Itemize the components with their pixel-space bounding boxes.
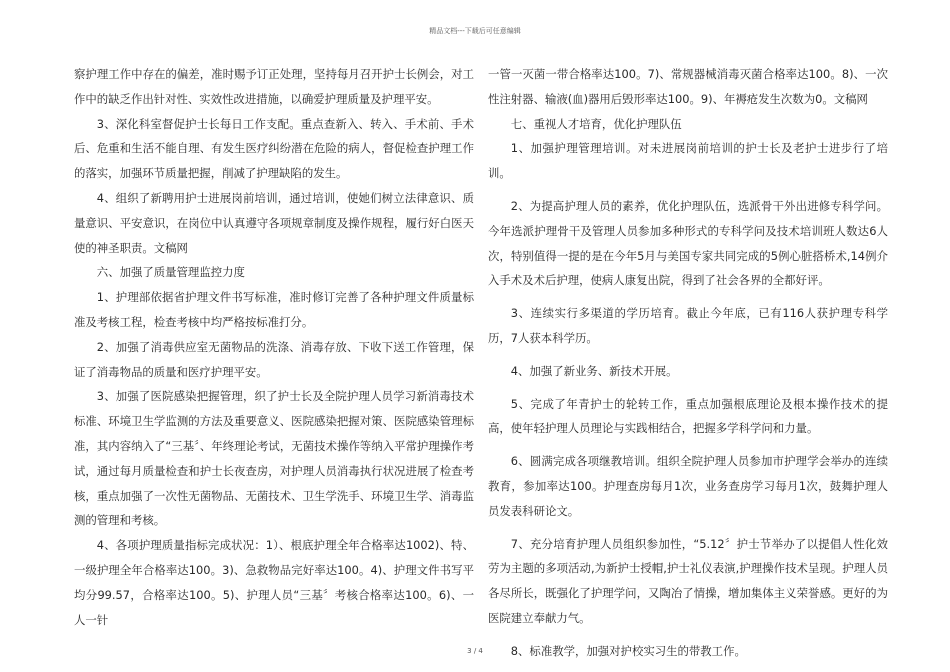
- right-column: [488, 62, 888, 664]
- paragraph: 2、加强了消毒供应室无菌物品的洗涤、消毒存放、下收下送工作管理，保证了消毒物品的质量和医疗护理平安。: [74, 339, 474, 379]
- paragraph: 3、深化科室督促护士长每日工作支配。重点查新入、转入、手术前、手术后、危重和生活不能自理、有发生医疗纠纷潜在危险的病人，督促检查护理工作的落实，加强环节质量把握，削减了护理缺陷的发生。: [74, 116, 474, 181]
- paragraph: 8、标准教学，加强对护校实习生的带教工作。: [510, 643, 746, 658]
- paragraph: 4、各项护理质量指标完成状况：1）、根底护理全年合格率达1002)、特、一级护理全年合格率达100。3)、急救物品完好率达100。4)、护理文件书写平均分99.57，合格率达100。5)、护理人员“三基〞考核合格率达100。6)、一人一针: [74, 538, 474, 627]
- page-header: 精品文档---下载后可任意编辑: [429, 27, 521, 35]
- paragraph: 3、连续实行多渠道的学历培育。截止今年底，已有116人获护理专科学历，7人获本科学历。: [488, 306, 888, 345]
- paragraph: 察护理工作中存在的偏差，准时赐予订正处理，坚持每月召开护士长例会，对工作中的缺乏作出针对性、实效性改进措施，以确爱护理质量及护理平安。: [74, 67, 474, 106]
- paragraph: 6、圆满完成各项继教培训。组织全院护理人员参加市护理学会举办的连续教育，参加率达100。护理查房每月1次，业务查房学习每月1次，鼓舞护理人员发表科研论文。: [488, 454, 888, 518]
- section-heading: 七、重视人才培育，优化护理队伍: [510, 116, 682, 131]
- page-number: 3 / 4: [467, 647, 483, 655]
- paragraph: 2、为提高护理人员的素养，优化护理队伍，选派骨干外出进修专科学问。今年选派护理骨干及管理人员参加多种形式的专科学问及技术培训班人数达6人次，特别值得一提的是在今年5月与美国专家共同完成的5例心脏搭桥术,14例介入手术及术后护理，使病人康复出院，得到了社会各界的全都好评。: [488, 198, 888, 288]
- paragraph: 4、组织了新聘用护士进展岗前培训，通过培训，使她们树立法律意识、质量意识、平安意识，在岗位中认真遵守各项规章制度及操作规程，履行好白医天使的神圣职责。文稿网: [74, 190, 474, 255]
- section-heading: 六、加强了质量管理监控力度: [96, 265, 245, 280]
- paragraph: 3、加强了医院感染把握管理，织了护士长及全院护理人员学习新消毒技术标准、环境卫生学监测的方法及重要意义、医院感染把握对策、医院感染管理标准，其内容纳入了“三基〞、年终理论考试，无菌技术操作等纳入平常护理操作考试，通过每月质量检查和护士长夜查房，对护理人员消毒执行状况进展了检查考核，重点加强了一次性无菌物品、无菌技术、卫生学洗手、环境卫生学、消毒监测的管理和考核。: [74, 389, 474, 528]
- paragraph: 1、加强护理管理培训。对未进展岗前培训的护士长及老护士进步行了培训。: [488, 141, 888, 181]
- paragraph: 1、护理部依据省护理文件书写标准，准时修订完善了各种护理文件质量标准及考核工程，检查考核中均严格按标准打分。: [74, 290, 474, 329]
- paragraph: 5、完成了年青护士的轮转工作，重点加强根底理论及根本操作技术的提高，使年轻护理人员理论与实践相结合，把握多学科学问和力量。: [488, 396, 888, 436]
- paragraph: 4、加强了新业务、新技术开展。: [510, 363, 678, 378]
- paragraph: 7、充分培育护理人员组织参加性，“5.12〞护士节举办了以提倡人性化效劳为主题的多项活动,为新护士授帽,护士礼仪表演,护理操作技术呈现。护理人员各尽所长，既强化了护理学问，又陶冶了情操，增加集体主义荣誉感。更好的为医院建立奉献力气。: [488, 536, 888, 625]
- left-column: [74, 62, 474, 632]
- paragraph: 一管一灭菌一带合格率达100。7)、常规器械消毒灭菌合格率达100。8)、一次性注射器、输液(血)器用后毁形率达100。9)、年褥疮发生次数为0。文稿网: [488, 67, 888, 106]
